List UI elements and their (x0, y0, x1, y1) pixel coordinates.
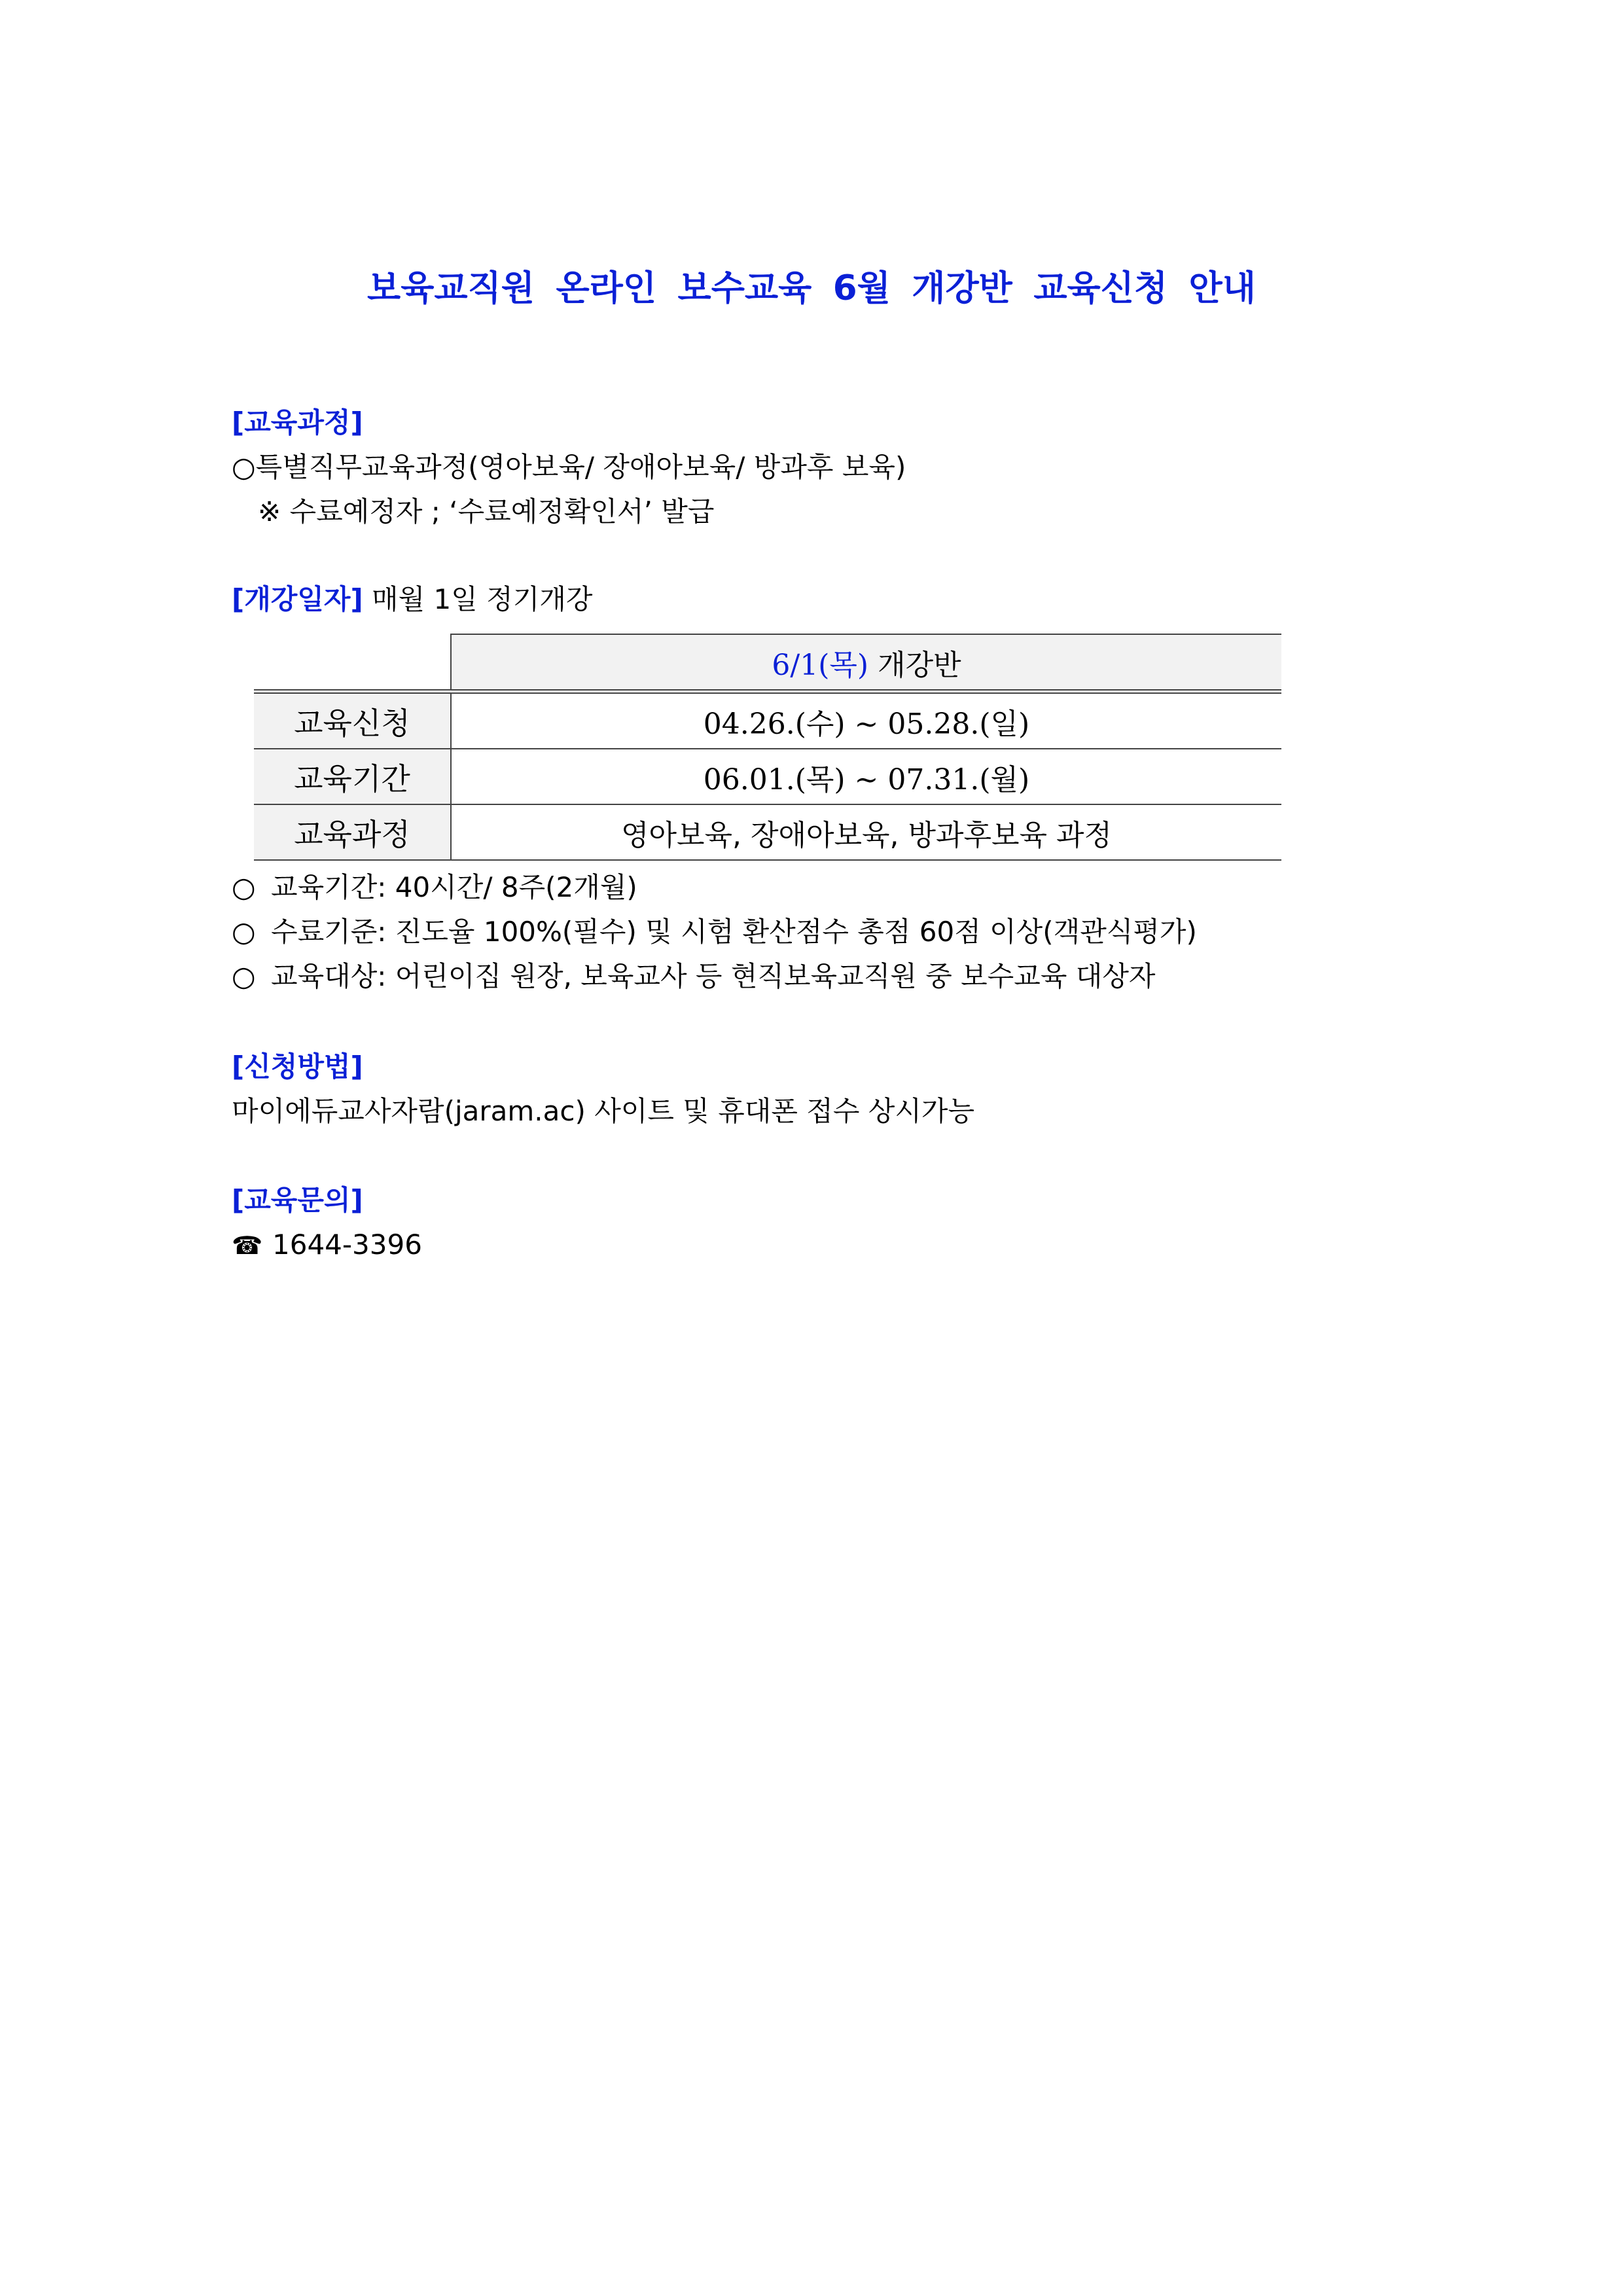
table-row (254, 749, 1281, 804)
circle-bullet-icon: ○ (232, 960, 256, 992)
circle-bullet-icon: ○ (232, 916, 256, 948)
apply-text: 마이에듀교사자람(jaram.ac) 사이트 및 휴대폰 접수 상시가능 (232, 1095, 975, 1127)
table-row (254, 804, 1281, 860)
course-heading: [교육과정] (232, 406, 363, 439)
table-header-cell (451, 634, 1281, 692)
apply-section (232, 1045, 974, 1134)
list-item: ○ 교육대상: 어린이집 원장, 보육교사 등 현직보육교직원 중 보수교육 대상자 (232, 954, 1197, 999)
opening-heading: [개강일자] (232, 583, 363, 615)
header-text: 개강반 (868, 648, 961, 682)
opening-section (232, 577, 592, 622)
details-section (232, 865, 1197, 999)
phone-number: 1644-3396 (272, 1229, 422, 1261)
row-label: 교육과정 (254, 804, 451, 860)
table-header-row (254, 634, 1281, 692)
table-row (254, 692, 1281, 749)
table-corner (254, 634, 451, 692)
course-section (232, 401, 906, 534)
phone-icon: ☎ (232, 1231, 263, 1260)
row-value: 06.01.(목) ~ 07.31.(월) (451, 749, 1281, 804)
course-note: ※ 수료예정자 ; ‘수료예정확인서’ 발급 (258, 495, 715, 528)
schedule-table (254, 634, 1281, 861)
row-value: 04.26.(수) ~ 05.28.(일) (451, 692, 1281, 749)
course-line: ○특별직무교육과정(영아보육/ 장애아보육/ 방과후 보육) (232, 451, 906, 483)
list-item: ○ 수료기준: 진도율 100%(필수) 및 시험 환산점수 총점 60점 이상(객관식평가) (232, 910, 1197, 954)
row-label: 교육기간 (254, 749, 451, 804)
opening-text: 매월 1일 정기개강 (363, 583, 593, 615)
header-date: 6/1(목) (772, 648, 869, 682)
apply-heading: [신청방법] (232, 1050, 363, 1083)
inquiry-heading: [교육문의] (232, 1184, 363, 1216)
list-item: ○ 교육기간: 40시간/ 8주(2개월) (232, 865, 1197, 910)
page-title: 보육교직원 온라인 보수교육 6월 개강반 교육신청 안내 (367, 268, 1256, 308)
circle-bullet-icon: ○ (232, 871, 256, 903)
row-label: 교육신청 (254, 692, 451, 749)
inquiry-section (232, 1178, 422, 1268)
row-value: 영아보육, 장애아보육, 방과후보육 과정 (451, 804, 1281, 860)
